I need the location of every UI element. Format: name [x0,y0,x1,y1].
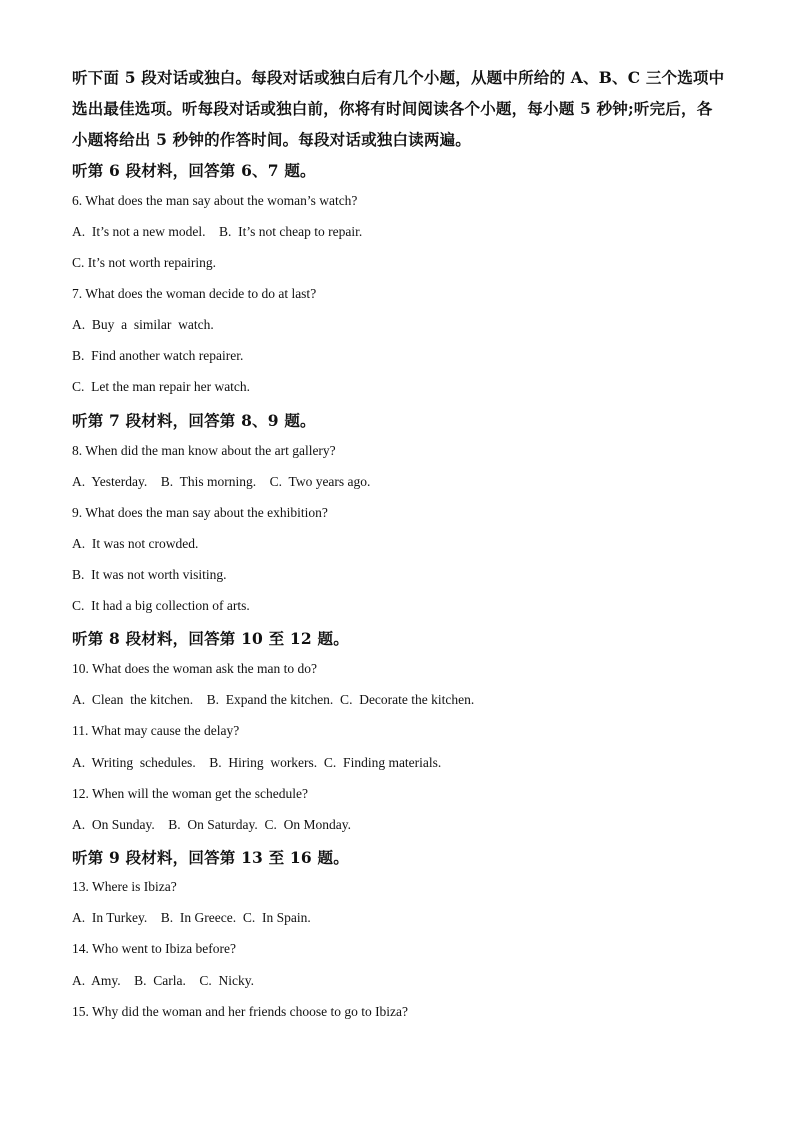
question-13-options: A. In Turkey. B. In Greece. C. In Spain. [72,910,311,925]
question-7-option-c: C. Let the man repair her watch. [72,379,251,394]
question-11: 11. What may cause the delay? [72,723,240,738]
question-14: 14. Who went to Ibiza before? [72,941,236,956]
question-12: 12. When will the woman get the schedule? [72,786,308,801]
question-6: 6. What does the man say about the woman’s watch? [72,193,358,208]
section-heading-9: 听第 9 段材料，回答第 13 至 16 题。 [72,848,349,867]
question-7-option-a: A. Buy a similar watch. [72,317,214,332]
question-9-option-c: C. It had a big collection of arts. [72,598,250,613]
question-6-option-c: C. It’s not worth repairing. [72,255,216,270]
question-14-options: A. Amy. B. Carla. C. Nicky. [72,973,254,988]
section-heading-8: 听第 8 段材料，回答第 10 至 12 题。 [72,629,349,648]
instructions-line-2: 选出最佳选项。听每段对话或独白前，你将有时间阅读各个小题，每小题 5 秒钟;听完后，各 [72,99,713,118]
instructions-line-1: 听下面 5 段对话或独白。每段对话或独白后有几个小题，从题中所给的 A、B、C 三个选项中 [72,68,725,87]
question-15: 15. Why did the woman and her friends choose to go to Ibiza? [72,1004,409,1019]
question-8: 8. When did the man know about the art gallery? [72,443,336,458]
question-9: 9. What does the man say about the exhibition? [72,505,328,520]
question-6-options-ab: A. It’s not a new model. B. It’s not cheap to repair. [72,224,363,239]
section-heading-7: 听第 7 段材料，回答第 8、9 题。 [72,411,316,430]
question-9-option-a: A. It was not crowded. [72,536,199,551]
section-heading-6: 听第 6 段材料，回答第 6、7 题。 [72,161,316,180]
question-10-options: A. Clean the kitchen. B. Expand the kitchen. C. Decorate the kitchen. [72,692,475,707]
question-9-option-b: B. It was not worth visiting. [72,567,227,582]
question-7-option-b: B. Find another watch repairer. [72,348,244,363]
question-13: 13. Where is Ibiza? [72,879,177,894]
question-11-options: A. Writing schedules. B. Hiring workers. C. Finding materials. [72,755,442,770]
question-10: 10. What does the woman ask the man to do? [72,661,317,676]
question-8-options: A. Yesterday. B. This morning. C. Two years ago. [72,474,371,489]
question-12-options: A. On Sunday. B. On Saturday. C. On Monday. [72,817,351,832]
instructions-line-3: 小题将给出 5 秒钟的作答时间。每段对话或独白读两遍。 [72,130,471,149]
question-7: 7. What does the woman decide to do at last? [72,286,317,301]
